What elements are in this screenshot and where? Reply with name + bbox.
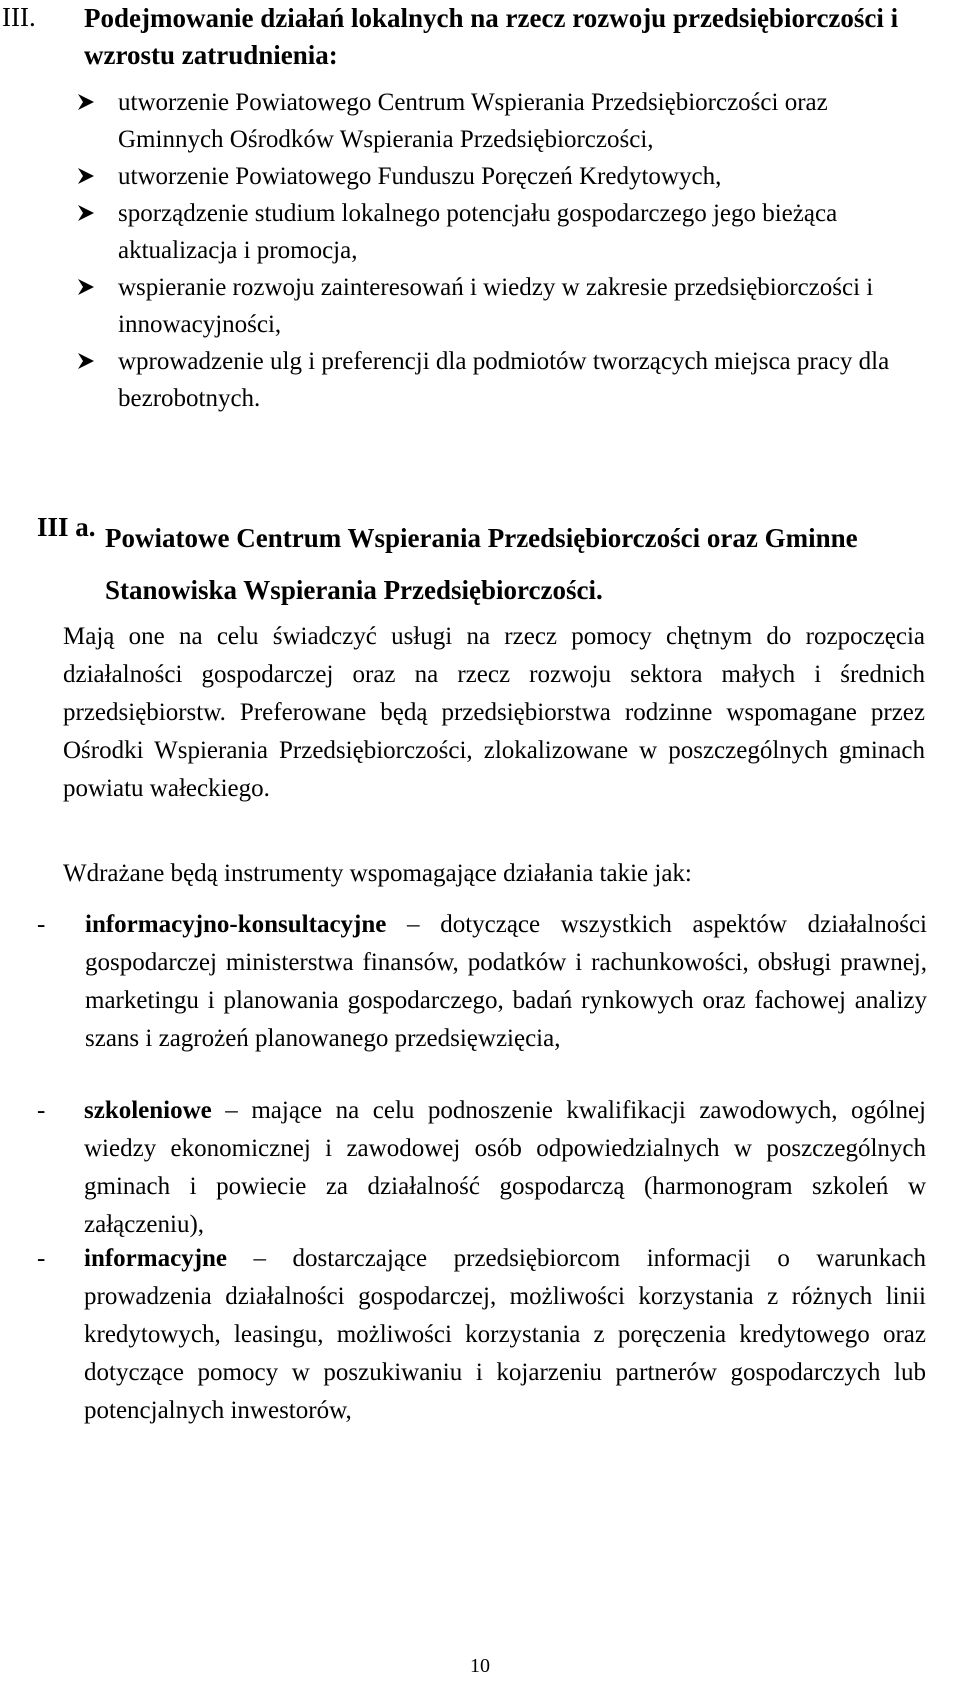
item-text: – mające na celu podnoszenie kwalifikacji zawodowych, ogólnej wiedzy ekonomicznej i zawodowej osób odpowiedzialnych w poszczególnych gminach i powiecie za działalność gospodarczą (harmonogram szkoleń w załączeniu), (84, 1097, 926, 1238)
dash-marker: - (37, 1245, 46, 1272)
dash-marker: - (37, 911, 46, 938)
item-term: szkoleniowe (84, 1097, 212, 1124)
arrowhead-bullet-icon (77, 204, 95, 222)
subsection-title: Powiatowe Centrum Wspierania Przedsiębiorczości oraz Gminne Stanowiska Wspierania Przedsiębiorczości. (105, 523, 858, 605)
arrowhead-bullet-icon (77, 352, 95, 370)
list-item: utworzenie Powiatowego Funduszu Poręczeń Kredytowych, (77, 158, 927, 195)
body-paragraph: Mają one na celu świadczyć usługi na rzecz pomocy chętnym do rozpoczęcia działalności gospodarczej oraz na rzecz rozwoju sektora małych i średnich przedsiębiorstw. Preferowane będą przedsiębiorstwa rodzinne wspomagane przez Ośrodki Wspierania Przedsiębiorczości, zlokalizowane w poszczególnych gminach powiatu wałeckiego. (63, 623, 925, 802)
list-item: utworzenie Powiatowego Centrum Wspierania Przedsiębiorczości oraz Gminnych Ośrodków Wspierania Przedsiębiorczości, (77, 84, 927, 158)
item-term: informacyjne (84, 1245, 228, 1272)
item-text: – dostarczające przedsiębiorcom informacji o warunkach prowadzenia działalności gospodarczej, możliwości korzystania z różnych linii kredytowych, leasingu, możliwości korzystania z poręczenia kredytowego oraz dotyczące pomocy w poszukiwaniu i kojarzeniu partnerów gospodarczych lub potencjalnych inwestorów, (84, 1245, 926, 1424)
bullet-list (77, 84, 927, 417)
list-item: sporządzenie studium lokalnego potencjału gospodarczego jego bieżąca aktualizacja i promocja, (77, 195, 927, 269)
arrowhead-bullet-icon (77, 93, 95, 111)
arrowhead-bullet-icon (77, 167, 95, 185)
section-number: III. (2, 2, 36, 32)
item-term: informacyjno-konsultacyjne (85, 911, 387, 938)
arrowhead-bullet-icon (77, 278, 95, 296)
list-item: wspieranie rozwoju zainteresowań i wiedzy w zakresie przedsiębiorczości i innowacyjności, (77, 269, 927, 343)
page-number: 10 (470, 1655, 490, 1677)
section-title: Podejmowanie działań lokalnych na rzecz rozwoju przedsiębiorczości i wzrostu zatrudnienia: (84, 3, 899, 70)
item-text: – dotyczące wszystkich aspektów działalności gospodarczej ministerstwa finansów, podatków i rachunkowości, obsługi prawnej, marketingu i planowania gospodarczego, badań rynkowych oraz fachowej analizy szans i zagrożeń planowanego przedsięwzięcia, (85, 911, 927, 1052)
list-item: wprowadzenie ulg i preferencji dla podmiotów tworzących miejsca pracy dla bezrobotnych. (77, 343, 927, 417)
subsection-number: III a. (37, 512, 96, 542)
dash-marker: - (37, 1097, 46, 1124)
instruments-intro: Wdrażane będą instrumenty wspomagające działania takie jak: (63, 860, 692, 887)
